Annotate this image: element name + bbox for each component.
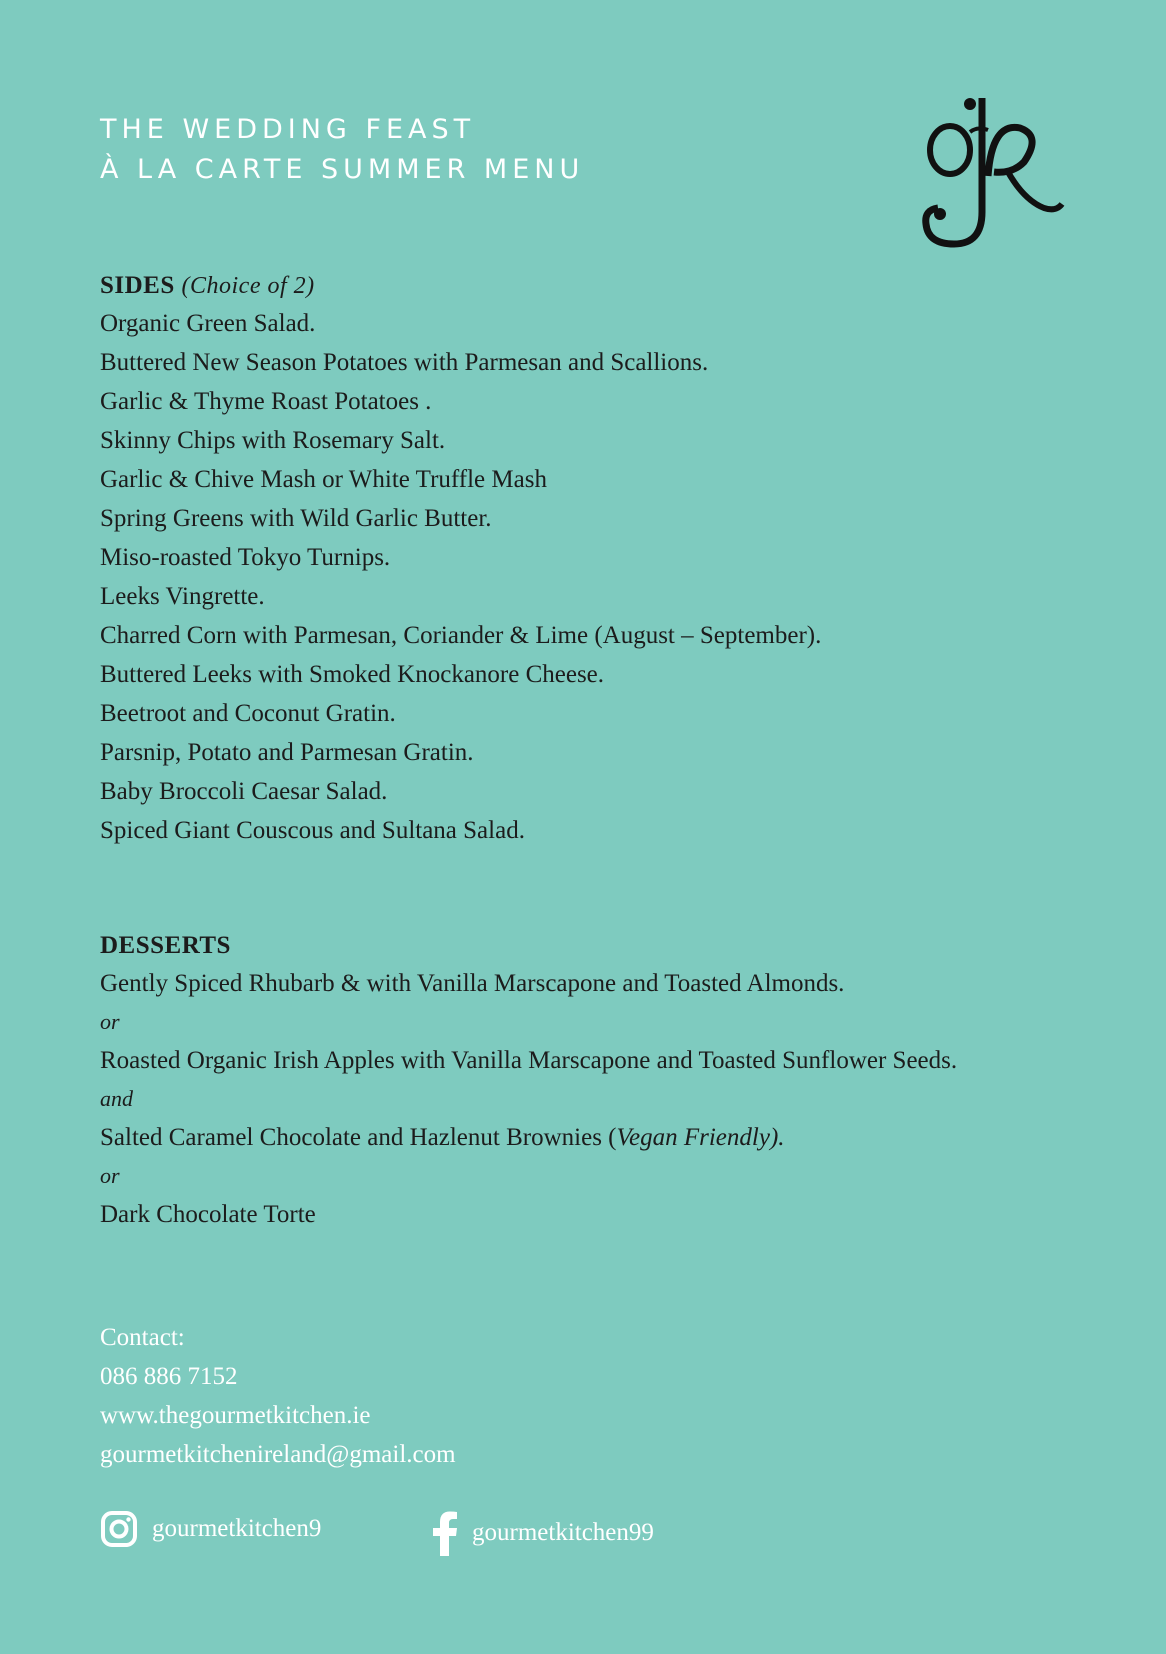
desserts-list bbox=[100, 964, 957, 1234]
desserts-title: DESSERTS bbox=[100, 932, 231, 959]
menu-item: Organic Green Salad. bbox=[100, 310, 316, 337]
instagram-link[interactable] bbox=[100, 1510, 321, 1548]
sides-choice-note: (Choice of 2) bbox=[181, 273, 315, 299]
menu-item: Buttered Leeks with Smoked Knockanore Cheese. bbox=[100, 661, 605, 688]
menu-subtitle: À LA CARTE SUMMER MENU bbox=[100, 154, 585, 185]
menu-item: Charred Corn with Parmesan, Coriander & Lime (August – September). bbox=[100, 622, 822, 649]
instagram-handle: gourmetkitchen9 bbox=[152, 1515, 322, 1542]
menu-item: Buttered New Season Potatoes with Parmesan and Scallions. bbox=[100, 349, 709, 376]
facebook-link[interactable] bbox=[432, 1510, 654, 1556]
menu-item: Beetroot and Coconut Gratin. bbox=[100, 700, 396, 727]
menu-item: Leeks Vingrette. bbox=[100, 583, 265, 610]
menu-item: Parsnip, Potato and Parmesan Gratin. bbox=[100, 739, 474, 766]
sides-section bbox=[100, 268, 821, 850]
contact-email-link[interactable]: gourmetkitchenireland@gmail.com bbox=[100, 1441, 456, 1468]
menu-item: Miso-roasted Tokyo Turnips. bbox=[100, 544, 391, 571]
menu-item: Baby Broccoli Caesar Salad. bbox=[100, 778, 388, 805]
menu-item: Skinny Chips with Rosemary Salt. bbox=[100, 427, 446, 454]
facebook-handle: gourmetkitchen99 bbox=[472, 1519, 654, 1546]
menu-item: Dark Chocolate Torte bbox=[100, 1201, 316, 1228]
desserts-section bbox=[100, 928, 957, 1234]
menu-item: Garlic & Chive Mash or White Truffle Mash bbox=[100, 466, 547, 493]
menu-header bbox=[100, 110, 584, 190]
sides-title: SIDES bbox=[100, 272, 175, 299]
menu-item: Spiced Giant Couscous and Sultana Salad. bbox=[100, 817, 525, 844]
menu-title: THE WEDDING FEAST bbox=[100, 114, 476, 145]
conjunction: or bbox=[100, 1009, 120, 1034]
contact-website-link[interactable]: www.thegourmetkitchen.ie bbox=[100, 1402, 371, 1429]
menu-item: Gently Spiced Rhubarb & with Vanilla Marscapone and Toasted Almonds. bbox=[100, 970, 845, 997]
contact-block bbox=[100, 1318, 456, 1474]
gk-logo bbox=[920, 92, 1070, 252]
instagram-icon bbox=[100, 1510, 138, 1548]
facebook-icon bbox=[432, 1510, 458, 1556]
conjunction: or bbox=[100, 1163, 120, 1188]
menu-item bbox=[100, 1118, 957, 1157]
contact-label: Contact: bbox=[100, 1324, 185, 1351]
sides-list bbox=[100, 304, 821, 850]
vegan-note: Vegan Friendly). bbox=[616, 1124, 785, 1151]
conjunction: and bbox=[100, 1086, 133, 1111]
menu-item: Spring Greens with Wild Garlic Butter. bbox=[100, 505, 492, 532]
contact-phone[interactable]: 086 886 7152 bbox=[100, 1363, 238, 1390]
sides-heading bbox=[100, 268, 821, 304]
menu-item: Roasted Organic Irish Apples with Vanilla Marscapone and Toasted Sunflower Seeds. bbox=[100, 1047, 958, 1074]
menu-item-text: Salted Caramel Chocolate and Hazlenut Brownies ( bbox=[100, 1124, 617, 1151]
menu-item: Garlic & Thyme Roast Potatoes . bbox=[100, 388, 432, 415]
